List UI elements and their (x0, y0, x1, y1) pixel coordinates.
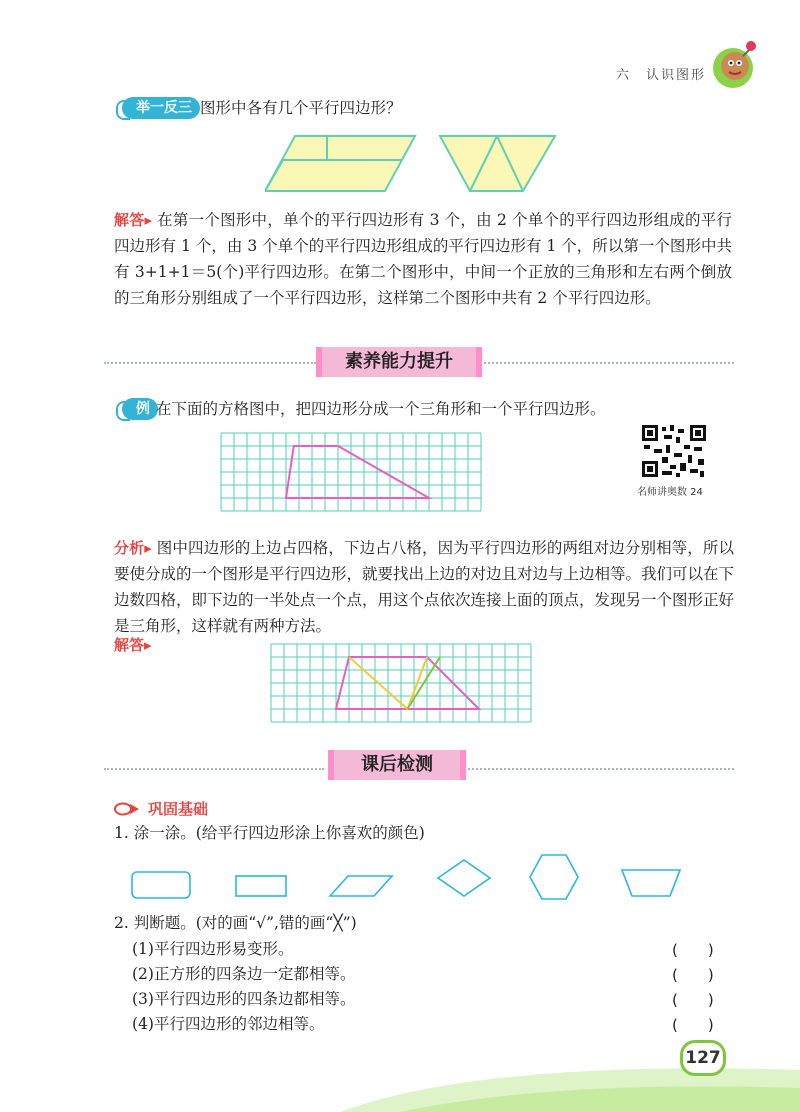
shape-trapezoid[interactable] (622, 870, 680, 896)
answer-label: 解答 (114, 636, 145, 654)
divider-left (104, 768, 324, 770)
judgment-item: (1)平行四边形易变形。 (132, 940, 294, 958)
answer2-label-row (114, 634, 152, 655)
answer-text: 在第一个图形中，单个的平行四边形有 3 个，由 2 个单个的平行四边形组成的平行四边形有 1 个，由 3 个单个的平行四边形组成的平行四边形有 1 个，所以第一个图形中共有 3+1+1＝5(个)平行四边形。在第二个图形中，中间一个正放的三角形和左右两个倒放的三角形分别组成了一个平行四边形，这样第二个图形中共有 2 个平行四边形。 (114, 211, 732, 307)
shape-parallelogram[interactable] (330, 876, 392, 896)
example-tag: 举一反三 (122, 97, 200, 119)
analysis-label: 分析 (114, 539, 145, 557)
question-1: 1. 涂一涂。(给平行四边形涂上你喜欢的颜色) (114, 824, 425, 842)
analysis-block (114, 535, 734, 639)
figure2-shape (440, 136, 555, 191)
example-tag: 例 (122, 398, 158, 420)
divider-left (104, 362, 316, 364)
answer-label: 解答 (114, 211, 145, 229)
arrow-icon: ▸ (144, 211, 152, 229)
page-number: 127 (680, 1040, 726, 1076)
answer-blank[interactable]: ( ) (672, 966, 714, 984)
shape-rectangle[interactable] (236, 876, 286, 896)
figure1-shape (265, 136, 415, 191)
footer-wave (300, 1030, 800, 1112)
qr-caption: 名师讲奥数 24 (637, 487, 703, 498)
divider-right (468, 768, 734, 770)
coloring-shapes (130, 852, 690, 902)
bullet-icon (114, 802, 140, 816)
grid-figure-question (220, 432, 484, 512)
analysis-text: 图中四边形的上边占四格，下边占八格，因为平行四边形的两组对边分别相等，所以要使分成的一个图形是平行四边形，就要找出上边的对边且对边与上边相等。我们可以在下边数四格，即下边的一半处点一个点，用这个点依次连接上面的顶点，发现另一个图形正好是三角形，这样就有两种方法。 (114, 539, 735, 635)
section-banner: 素养能力提升 (316, 347, 482, 377)
shape-rounded-rectangle[interactable] (132, 872, 190, 898)
answer-blank[interactable]: ( ) (672, 991, 714, 1009)
qr-code-icon[interactable] (640, 423, 708, 479)
example2-question: 在下面的方格图中，把四边形分成一个三角形和一个平行四边形。 (156, 400, 606, 418)
example1-question: 图形中各有几个平行四边形？ (200, 99, 402, 117)
question-2: 2. 判断题。(对的画“√”,错的画“╳”) (114, 914, 357, 932)
example1-answer (114, 207, 732, 311)
judgment-item: (2)正方形的四条边一定都相等。 (132, 965, 356, 983)
answer-blank[interactable]: ( ) (672, 941, 714, 959)
shape-rhombus[interactable] (438, 860, 490, 896)
shape-hexagon[interactable] (530, 855, 578, 899)
judgment-item: (3)平行四边形的四条边都相等。 (132, 990, 356, 1008)
mascot-icon (705, 38, 763, 90)
section-banner: 课后检测 (328, 750, 466, 780)
answer-blank[interactable]: ( ) (672, 1016, 714, 1034)
figure-parallelograms (265, 133, 565, 195)
grid-figure-answer (270, 643, 534, 723)
arrow-icon: ▸ (144, 539, 152, 557)
page-header: 六 认识图形 (616, 68, 707, 83)
practice-subtitle: 巩固基础 (148, 800, 209, 818)
divider-right (484, 362, 734, 364)
judgment-item: (4)平行四边形的邻边相等。 (132, 1015, 325, 1033)
arrow-icon: ▸ (144, 636, 152, 654)
